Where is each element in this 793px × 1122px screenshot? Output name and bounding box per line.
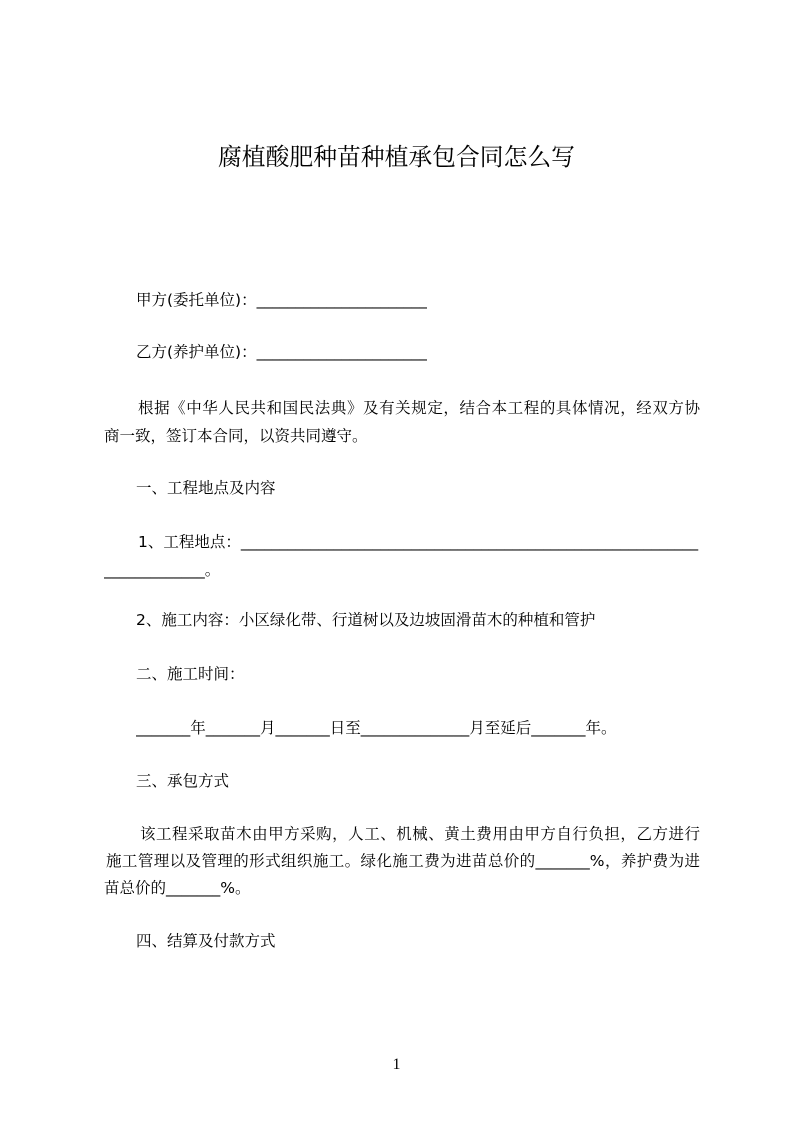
page-number: 1 [392, 1056, 401, 1073]
construction-dates: _______年_______月_______日至______________月至延后_______年。 [136, 719, 617, 737]
party-b-line: 乙方(养护单位)：______________________ [136, 343, 428, 361]
preamble-line-2: 商一致，签订本合同，以资共同遵守。 [104, 427, 368, 445]
construction-content: 2、施工内容：小区绿化带、行道树以及边坡固滑苗木的种植和管护 [136, 611, 596, 629]
party-a-line: 甲方(委托单位)：______________________ [136, 291, 428, 309]
location-line-1: 1、工程地点：___________________________________________________________ [138, 533, 699, 551]
preamble-line-1: 根据《中华人民共和国民法典》及有关规定，结合本工程的具体情况，经双方协 [138, 399, 700, 417]
contract-method-line-1: 该工程采取苗木由甲方采购，人工、机械、黄土费用由甲方自行负担，乙方进行 [140, 825, 700, 843]
section-1-heading: 一、工程地点及内容 [136, 479, 276, 497]
contract-method-line-3: 苗总价的_______%。 [104, 879, 251, 897]
section-4-heading: 四、结算及付款方式 [136, 932, 276, 950]
section-3-heading: 三、承包方式 [136, 772, 230, 790]
document-title: 腐植酸肥种苗种植承包合同怎么写 [218, 143, 575, 171]
section-2-heading: 二、施工时间： [136, 665, 245, 683]
location-line-2: _____________。 [104, 561, 221, 579]
contract-method-line-2: 施工管理以及管理的形式组织施工。绿化施工费为进苗总价的_______%，养护费为进 [106, 852, 700, 870]
